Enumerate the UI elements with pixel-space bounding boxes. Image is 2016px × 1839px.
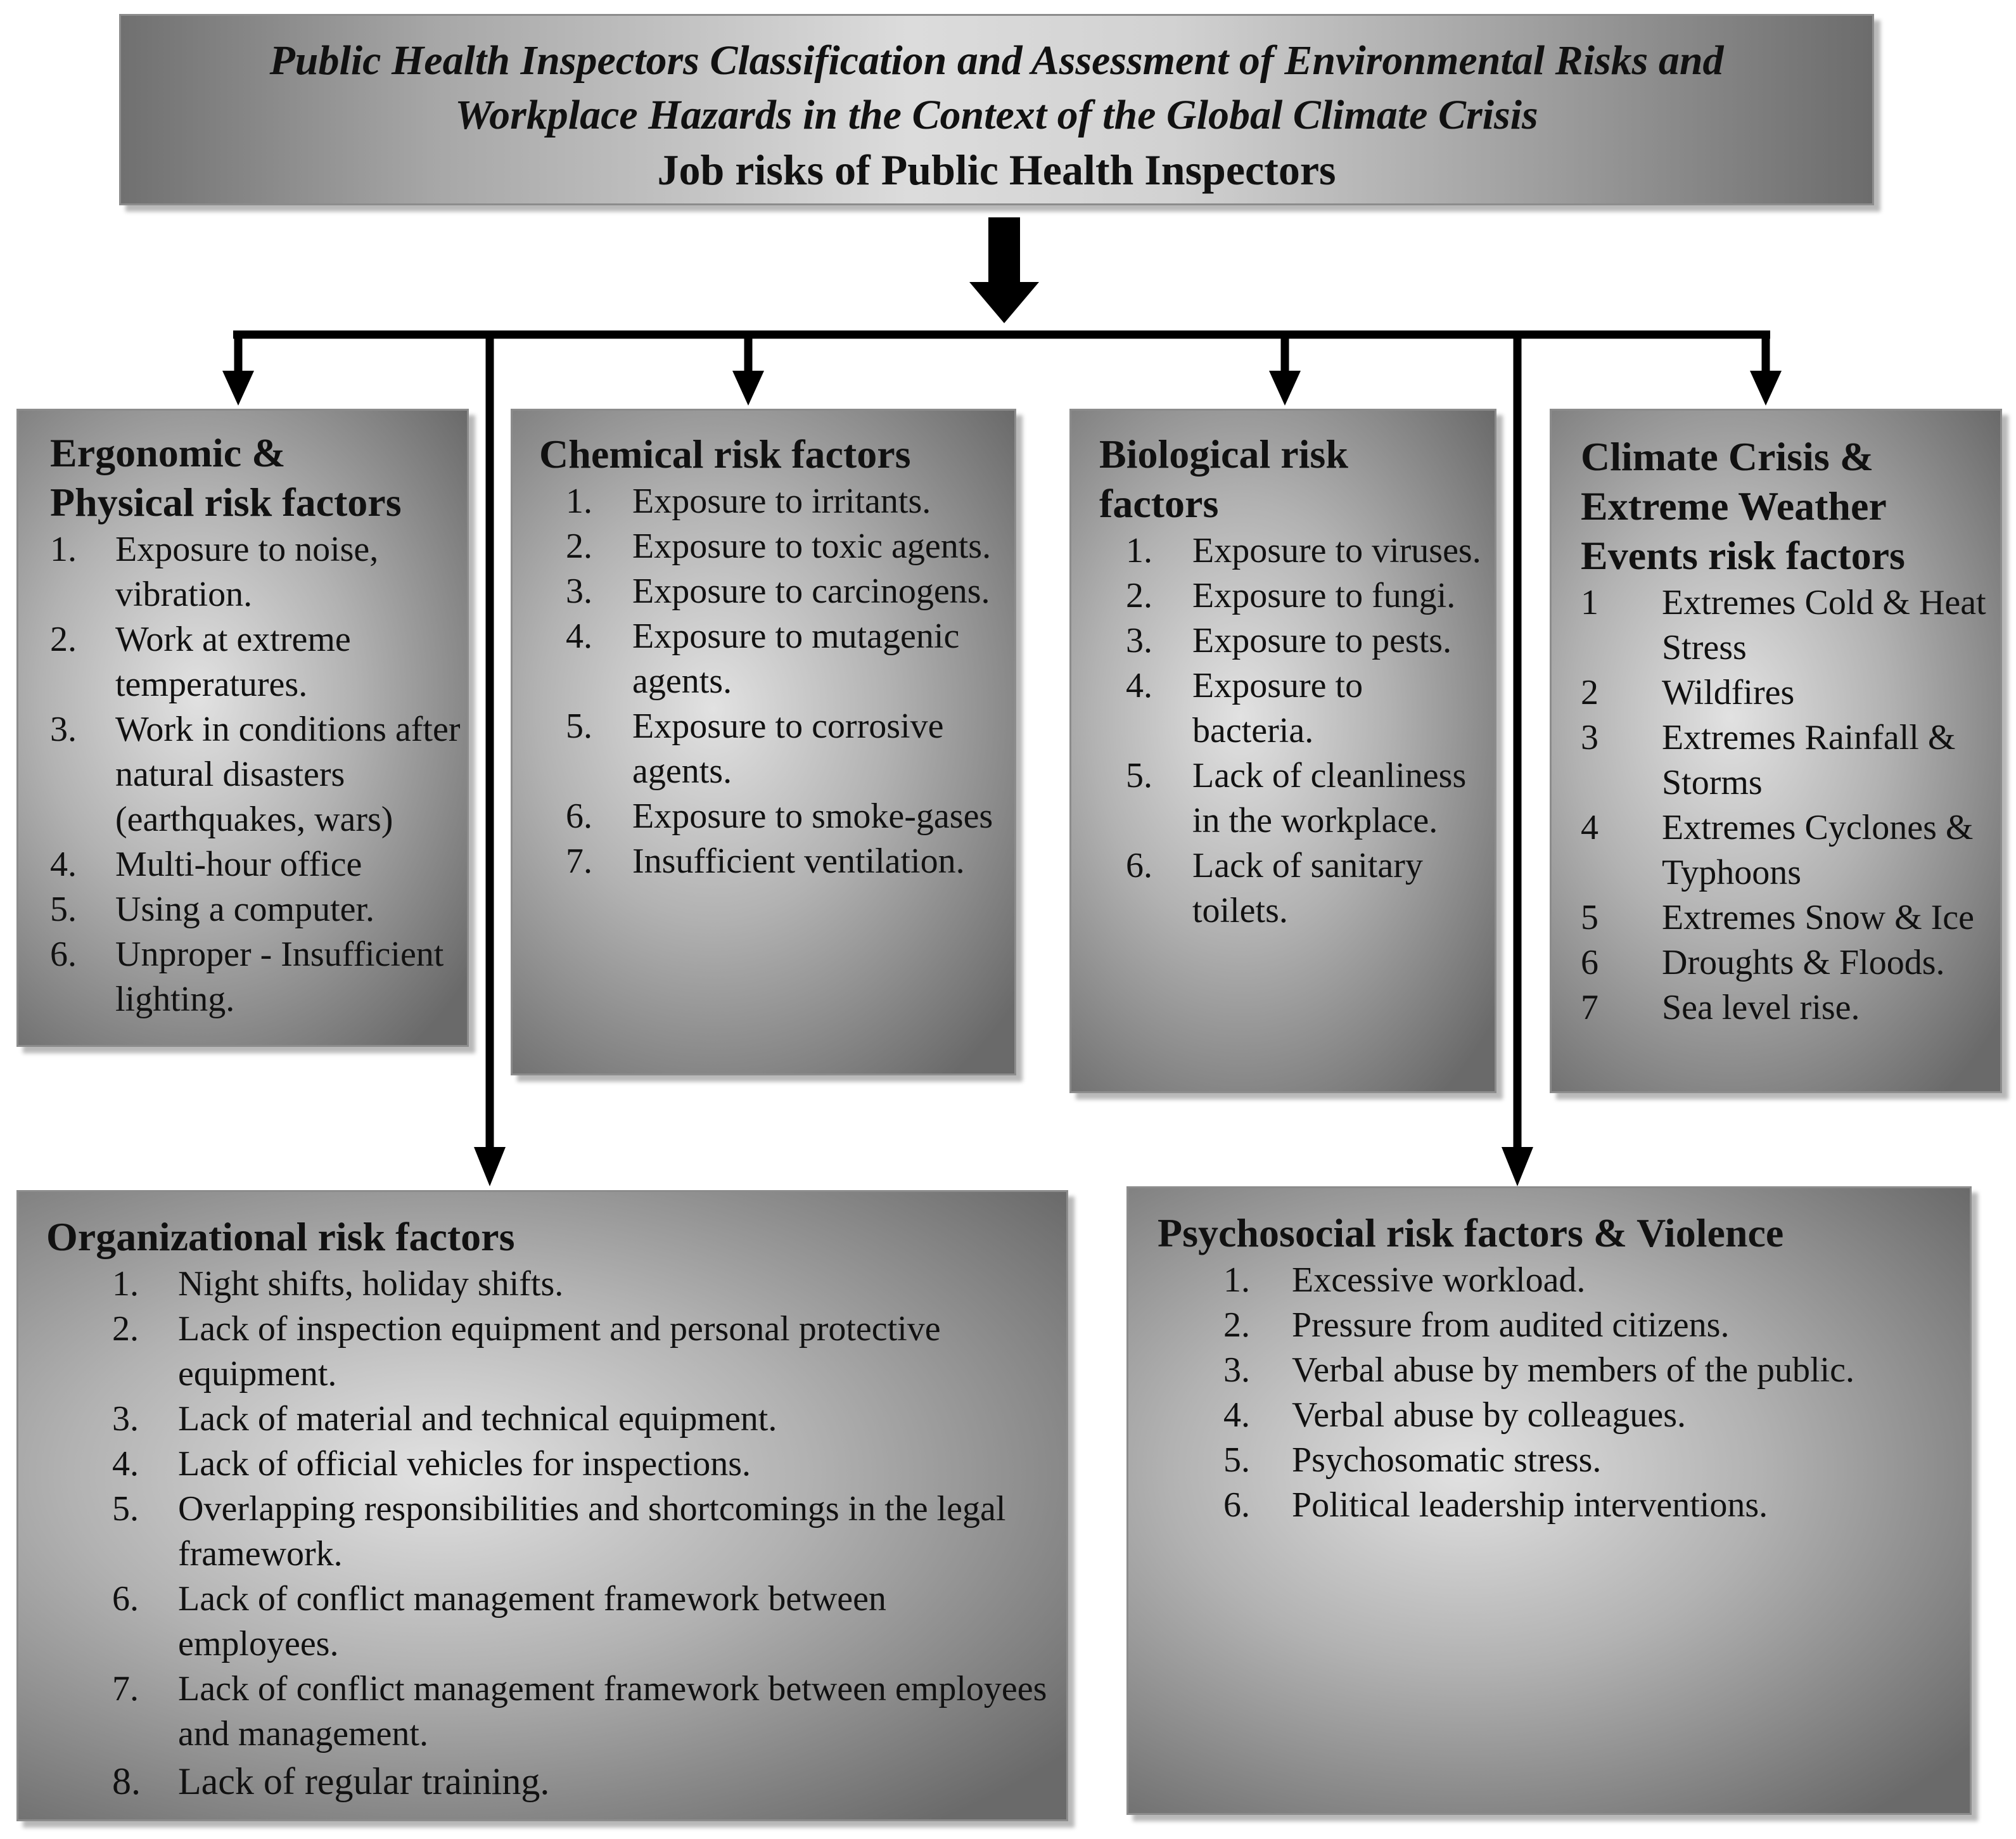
ergonomic-list xyxy=(50,527,461,1022)
psychosocial-title: Psychosocial risk factors & Violence xyxy=(1158,1210,1784,1255)
list-item: 1. Night shifts, holiday shifts. xyxy=(112,1264,564,1304)
psychosocial-list xyxy=(1158,1258,1957,1528)
header-title-line-2: Workplace Hazards in the Context of the Global Climate Crisis xyxy=(455,92,1538,138)
list-item: 4. Multi-hour office xyxy=(50,845,362,884)
list-item: 4. Verbal abuse by colleagues. xyxy=(1223,1395,1686,1435)
ergonomic-title: Ergonomic & Physical risk factors xyxy=(50,430,402,525)
list-item: 1. Exposure to viruses. xyxy=(1126,531,1481,570)
arrowhead-ergonomic xyxy=(222,371,254,406)
arrowhead-climate xyxy=(1750,371,1782,406)
list-item: 5 Extremes Snow & Ice xyxy=(1581,898,1974,937)
list-item: 5. Psychosomatic stress. xyxy=(1223,1440,1602,1480)
list-item: 3. Work in conditions after natural disasters (earthquakes, wars) xyxy=(50,710,461,839)
list-item: 2. Work at extreme temperatures. xyxy=(50,620,351,704)
list-item: 3. Verbal abuse by members of the public. xyxy=(1223,1350,1854,1390)
list-item: 6. Political leadership interventions. xyxy=(1223,1485,1768,1525)
list-item: 3. Exposure to carcinogens. xyxy=(566,572,990,611)
arrowhead-psychosocial xyxy=(1502,1147,1533,1186)
climate-title: Climate Crisis & Extreme Weather Events risk factors xyxy=(1581,434,1905,578)
list-item: 5. Using a computer. xyxy=(50,890,375,929)
chemical-list xyxy=(539,479,1008,884)
chemical-title: Chemical risk factors xyxy=(539,432,911,477)
list-item: 2. Pressure from audited citizens. xyxy=(1223,1305,1730,1345)
list-item: 1. Exposure to irritants. xyxy=(566,482,931,521)
list-item: 4 Extremes Cyclones & Typhoons xyxy=(1581,808,1974,892)
list-item: 6. Lack of conflict management framework between employees. xyxy=(112,1579,886,1663)
main-arrow-head xyxy=(969,282,1039,323)
list-item: 3 Extremes Rainfall & Storms xyxy=(1581,718,1956,802)
list-item: 1 Extremes Cold & Heat Stress xyxy=(1581,583,1986,667)
arrowhead-organizational xyxy=(474,1147,506,1186)
list-item: 8. Lack of regular training. xyxy=(112,1760,550,1802)
list-item: 2 Wildfires xyxy=(1581,673,1795,712)
list-item: 6. Exposure to smoke-gases xyxy=(566,797,993,836)
organizational-title: Organizational risk factors xyxy=(46,1214,515,1259)
psychosocial-risk-box xyxy=(1126,1186,1972,1815)
arrowhead-chemical xyxy=(732,371,764,406)
list-item: 2. Exposure to toxic agents. xyxy=(566,527,992,566)
list-item: 2. Exposure to fungi. xyxy=(1126,576,1456,615)
header-title-line-1: Public Health Inspectors Classification and Assessment of Environmental Risks and xyxy=(269,37,1724,84)
climate-list xyxy=(1581,580,1994,1030)
ergonomic-risk-box xyxy=(16,409,469,1047)
biological-risk-box xyxy=(1069,409,1496,1093)
list-item: 1. Excessive workload. xyxy=(1223,1260,1586,1300)
list-item: 1. Exposure to noise, vibration. xyxy=(50,530,379,614)
chemical-risk-box xyxy=(511,409,1016,1075)
list-item: 5. Exposure to corrosive agents. xyxy=(566,707,944,791)
header-subtitle: Job risks of Public Health Inspectors xyxy=(657,146,1336,194)
organizational-list xyxy=(46,1262,1047,1806)
biological-title: Biological risk factors xyxy=(1099,432,1348,526)
list-item: 6 Droughts & Floods. xyxy=(1581,943,1945,982)
list-item: 6. Lack of sanitary toilets. xyxy=(1126,846,1423,930)
climate-risk-box xyxy=(1550,409,2002,1093)
list-item: 3. Lack of material and technical equipment. xyxy=(112,1399,777,1439)
organizational-risk-box xyxy=(16,1190,1068,1821)
list-item: 7. Insufficient ventilation. xyxy=(566,842,965,881)
biological-list xyxy=(1099,529,1488,933)
list-item: 7. Lack of conflict management framework between employees and management. xyxy=(112,1669,1047,1753)
header-title-box xyxy=(119,14,1874,205)
list-item: 7 Sea level rise. xyxy=(1581,988,1860,1027)
list-item: 3. Exposure to pests. xyxy=(1126,621,1452,660)
list-item: 4. Exposure to bacteria. xyxy=(1126,666,1363,750)
list-item: 5. Lack of cleanliness in the workplace. xyxy=(1126,756,1467,840)
arrowhead-biological xyxy=(1269,371,1301,406)
list-item: 6. Unproper - Insufficient lighting. xyxy=(50,935,444,1019)
list-item: 4. Lack of official vehicles for inspections. xyxy=(112,1444,751,1483)
main-arrow-shaft xyxy=(988,217,1020,288)
list-item: 4. Exposure to mutagenic agents. xyxy=(566,617,960,701)
list-item: 2. Lack of inspection equipment and personal protective equipment. xyxy=(112,1309,941,1394)
list-item: 5. Overlapping responsibilities and shortcomings in the legal framework. xyxy=(112,1489,1006,1573)
